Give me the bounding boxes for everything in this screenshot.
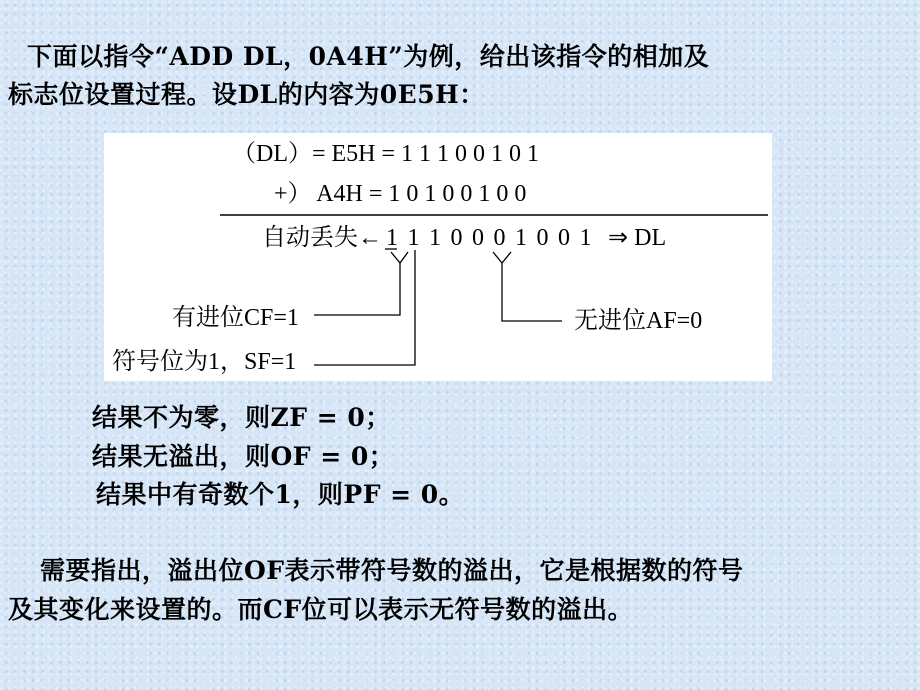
result-bit: 0 — [558, 225, 570, 251]
diagram-canvas — [104, 133, 772, 381]
note-line-2: 及其变化来设置的。而CF位可以表示无符号数的溢出。 — [8, 595, 634, 624]
result-pf: 结果中有奇数个1，则PF = 0。 — [96, 480, 465, 509]
af-connector — [502, 263, 562, 321]
note-line-1: 需要指出，溢出位OF表示带符号数的溢出，它是根据数的符号 — [40, 556, 744, 585]
row-result-prefix: 自动丢失← — [262, 225, 382, 251]
result-bit: 1 — [429, 225, 441, 251]
addition-diagram — [104, 133, 772, 381]
row-a4h: +） A4H = 1 0 1 0 0 1 0 0 — [274, 181, 527, 207]
cf-connector — [314, 263, 400, 315]
cf-arrow-head — [391, 252, 408, 263]
result-bit: 0 — [450, 225, 463, 251]
result-zf: 结果不为零，则ZF = 0； — [92, 403, 391, 432]
result-of: 结果无溢出，则OF = 0； — [92, 442, 395, 471]
result-bit: 1 — [515, 225, 527, 251]
result-bit: 1 — [407, 225, 420, 251]
result-bit: 1 — [386, 225, 398, 251]
result-bit: 0 — [472, 225, 484, 251]
row-result-suffix: ⇒ DL — [608, 225, 667, 251]
intro-line-1: 下面以指令“ADD DL，0A4H”为例，给出该指令的相加及 — [27, 42, 710, 71]
af-arrow-head — [493, 252, 511, 263]
intro-line-2: 标志位设置过程。设DL的内容为0E5H： — [8, 80, 485, 109]
result-bit: 1 — [579, 225, 592, 251]
result-bit: 0 — [536, 225, 549, 251]
row-dl-e5h: （DL）= E5H = 1 1 1 0 0 1 0 1 — [232, 141, 540, 167]
result-bit: 0 — [493, 225, 506, 251]
label-cf: 有进位CF=1 — [172, 305, 299, 331]
label-sf: 符号位为1，SF=1 — [112, 349, 297, 375]
row-result-bits — [385, 225, 592, 251]
label-af: 无进位AF=0 — [574, 308, 703, 334]
